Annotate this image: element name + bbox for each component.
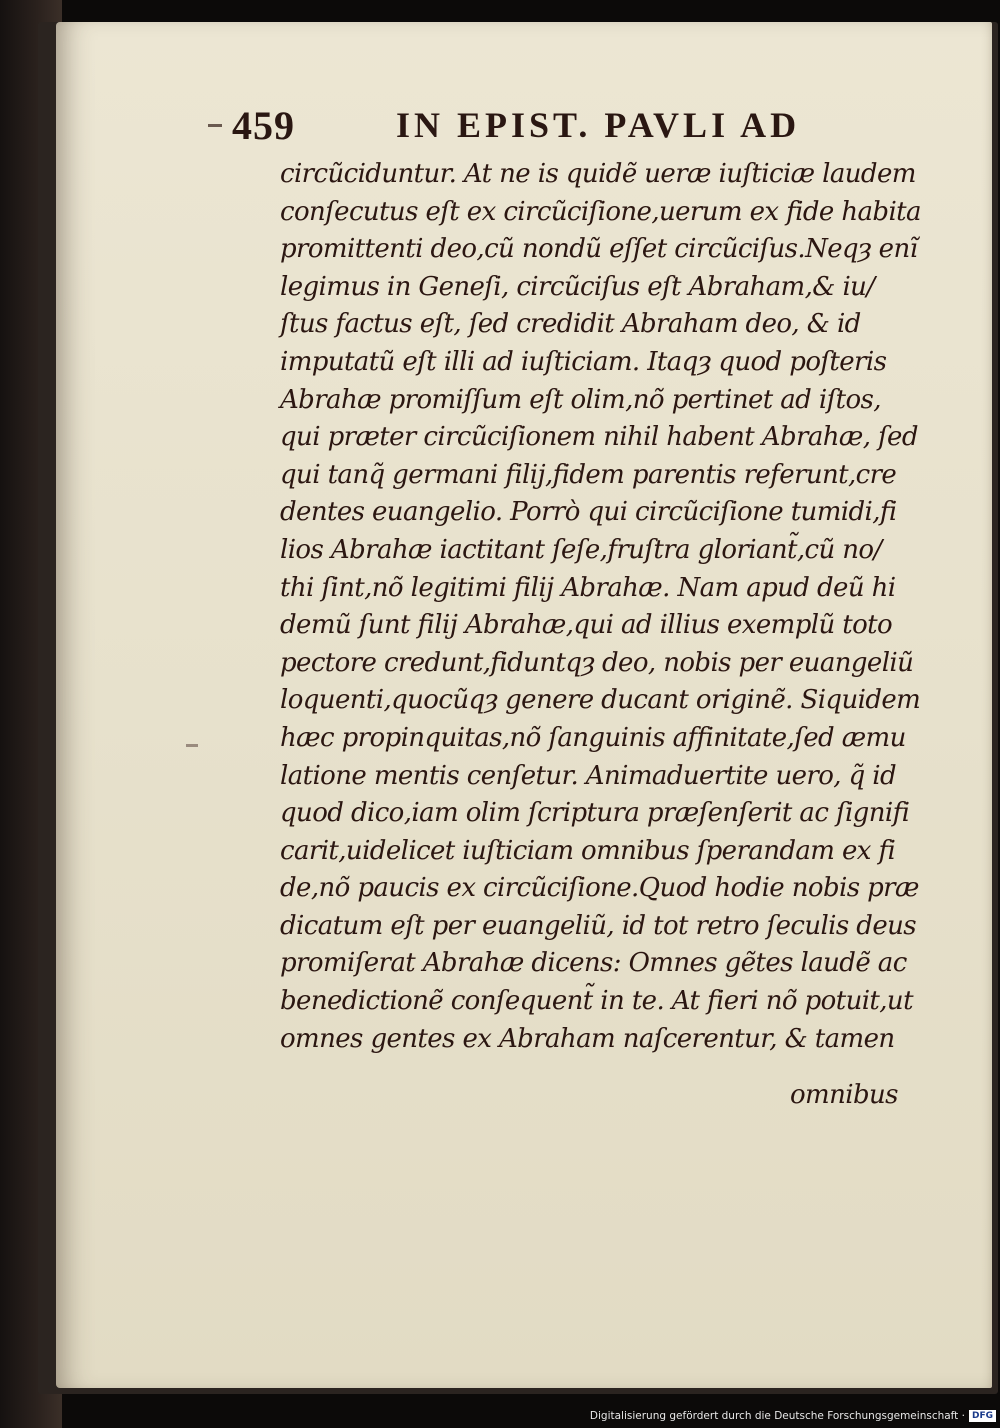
catchword: omnibus bbox=[790, 1080, 898, 1110]
text-line: ſtus factus eſt, ſed credidit Abraham deo, & id bbox=[280, 309, 861, 340]
digitization-credit-bar bbox=[589, 1404, 1000, 1428]
body-text bbox=[280, 156, 920, 1058]
text-line: qui præter circũciſionem nihil habent Abrahæ, ſed bbox=[280, 422, 918, 453]
text-line: legimus in Geneſi, circũciſus eſt Abraham,& iu/ bbox=[280, 271, 875, 302]
running-title: IN EPIST. PAVLI AD bbox=[396, 105, 801, 145]
text-line: thi ſint,nõ legitimi filij Abrahæ. Nam apud deũ hi bbox=[280, 572, 896, 603]
show-through-text bbox=[296, 1084, 556, 1106]
text-line: carit,uidelicet iuſticiam omnibus ſperandam ex fi bbox=[280, 835, 896, 866]
margin-mark bbox=[208, 124, 222, 127]
text-line: promittenti deo,cũ nondũ eſſet circũciſus.Neqȝ enĩ bbox=[280, 234, 918, 265]
text-line: Abrahæ promiſſum eſt olim,nõ pertinet ad iſtos, bbox=[280, 384, 881, 415]
text-line: imputatũ eſt illi ad iuſticiam. Itaqȝ quod poſteris bbox=[280, 346, 887, 377]
margin-mark-faint bbox=[186, 744, 198, 747]
text-line: conſecutus eſt ex circũciſione,uerum ex fide habita bbox=[280, 196, 921, 227]
running-head bbox=[230, 102, 870, 154]
text-line: quod dico,iam olim ſcriptura præſenſerit ac ſignifi bbox=[280, 798, 910, 829]
text-line: qui tanq̃ germani filij,fidem parentis referunt,cre bbox=[280, 459, 897, 490]
funding-credit: Digitalisierung gefördert durch die Deutsche Forschungsgemeinschaft · bbox=[589, 1410, 965, 1422]
text-line: circũciduntur. At ne is quidẽ ueræ iuſticiæ laudem bbox=[280, 159, 916, 189]
text-line: demũ ſunt filij Abrahæ,qui ad illius exemplũ toto bbox=[280, 610, 893, 641]
text-line: omnes gentes ex Abraham naſcerentur, & tamen bbox=[280, 1023, 895, 1054]
text-line: pectore credunt,fiduntqȝ deo, nobis per euangeliũ bbox=[280, 647, 914, 678]
text-line: de,nõ paucis ex circũciſione.Quod hodie nobis præ bbox=[280, 873, 919, 904]
text-line: dentes euangelio. Porrò qui circũciſione tumidi,fi bbox=[280, 497, 897, 528]
text-line: lios Abrahæ iactitant ſeſe,fruſtra gloriant̃,cũ no/ bbox=[280, 534, 882, 565]
text-line: loquenti,quocũqȝ genere ducant originẽ. Siquidem bbox=[280, 685, 921, 716]
text-line: hæc propinquitas,nõ ſanguinis affinitate,ſed æmu bbox=[280, 722, 906, 753]
page-number: 459 bbox=[232, 103, 295, 148]
dfg-logo: DFG bbox=[969, 1410, 996, 1422]
text-line: benedictionẽ conſequent̃ in te. At fieri nõ potuit,ut bbox=[280, 986, 913, 1017]
text-line: promiſerat Abrahæ dicens: Omnes gẽtes laudẽ ac bbox=[280, 948, 907, 979]
text-line: dicatum eſt per euangeliũ, id tot retro ſeculis deus bbox=[280, 910, 917, 941]
text-line: latione mentis cenſetur. Animaduertite uero, q̃ id bbox=[280, 760, 897, 791]
